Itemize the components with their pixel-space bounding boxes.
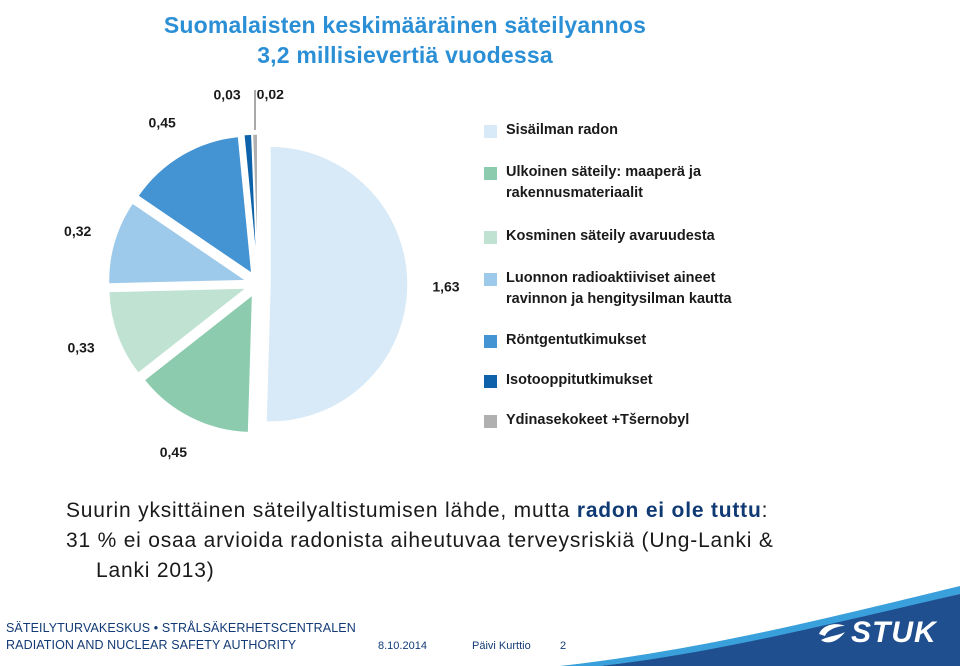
legend-label-4: Röntgentutkimukset: [506, 332, 647, 348]
organization-name-en: RADIATION AND NUCLEAR SAFETY AUTHORITY: [6, 638, 297, 652]
body-line-2: 31 % ei osaa arvioida radonista aiheutuvaa terveysriskiä (Ung-Lanki &: [66, 529, 774, 552]
legend-label-3: Luonnon radioaktiiviset aineet ravinnon ja hengitysilman kautta: [506, 270, 732, 307]
legend-label-5: Isotooppitutkimukset: [506, 372, 653, 388]
body-line-1: [66, 496, 926, 526]
presenter-name: Päivi Kurttio: [472, 640, 531, 652]
body-line-1-emphasis: radon ei ole tuttu: [576, 499, 762, 522]
legend-swatch-4: [484, 335, 497, 348]
data-label-6: 0,02: [256, 90, 284, 103]
body-line-3: Lanki 2013): [96, 559, 215, 582]
pie-chart: [0, 90, 480, 460]
data-label-0: 1,63: [432, 278, 460, 295]
organization-name-fi-sv: SÄTEILYTURVAKESKUS • STRÅLSÄKERHETSCENTRALEN: [6, 621, 356, 635]
page-number: 2: [560, 640, 567, 652]
body-text: [66, 496, 926, 586]
stuk-logo: [815, 616, 945, 652]
legend-swatch-3: [484, 273, 497, 286]
body-line-1-text: Suurin yksittäinen säteilyaltistumisen lähde, mutta: [66, 499, 577, 522]
presentation-date: 8.10.2014: [378, 640, 427, 652]
legend-swatch-2: [484, 231, 497, 244]
chart-subtitle: 3,2 millisievertiä vuodessa: [257, 42, 553, 68]
chart-title: Suomalaisten keskimääräinen säteilyannos: [163, 12, 647, 38]
data-label-4: 0,45: [148, 114, 176, 131]
legend-swatch-5: [484, 375, 497, 388]
data-label-2: 0,33: [67, 339, 95, 356]
stuk-logo-text: STUK: [851, 616, 937, 649]
data-label-5: 0,03: [213, 90, 241, 103]
stuk-logo-mark-icon: [817, 622, 847, 646]
legend-label-6: Ydinasekokeet +Tšernobyl: [506, 412, 690, 428]
legend-label-0: Sisäilman radon: [506, 122, 619, 138]
pie-slice-0: [266, 146, 408, 422]
legend-swatch-6: [484, 415, 497, 428]
legend-label-1: Ulkoinen säteily: maaperä ja rakennusmateriaalit: [506, 164, 702, 201]
legend-swatch-1: [484, 167, 497, 180]
data-label-1: 0,45: [159, 443, 188, 460]
legend-swatch-0: [484, 125, 497, 138]
data-label-3: 0,32: [64, 222, 92, 239]
legend-label-2: Kosminen säteily avaruudesta: [506, 228, 715, 244]
body-line-1-end: :: [761, 499, 769, 522]
